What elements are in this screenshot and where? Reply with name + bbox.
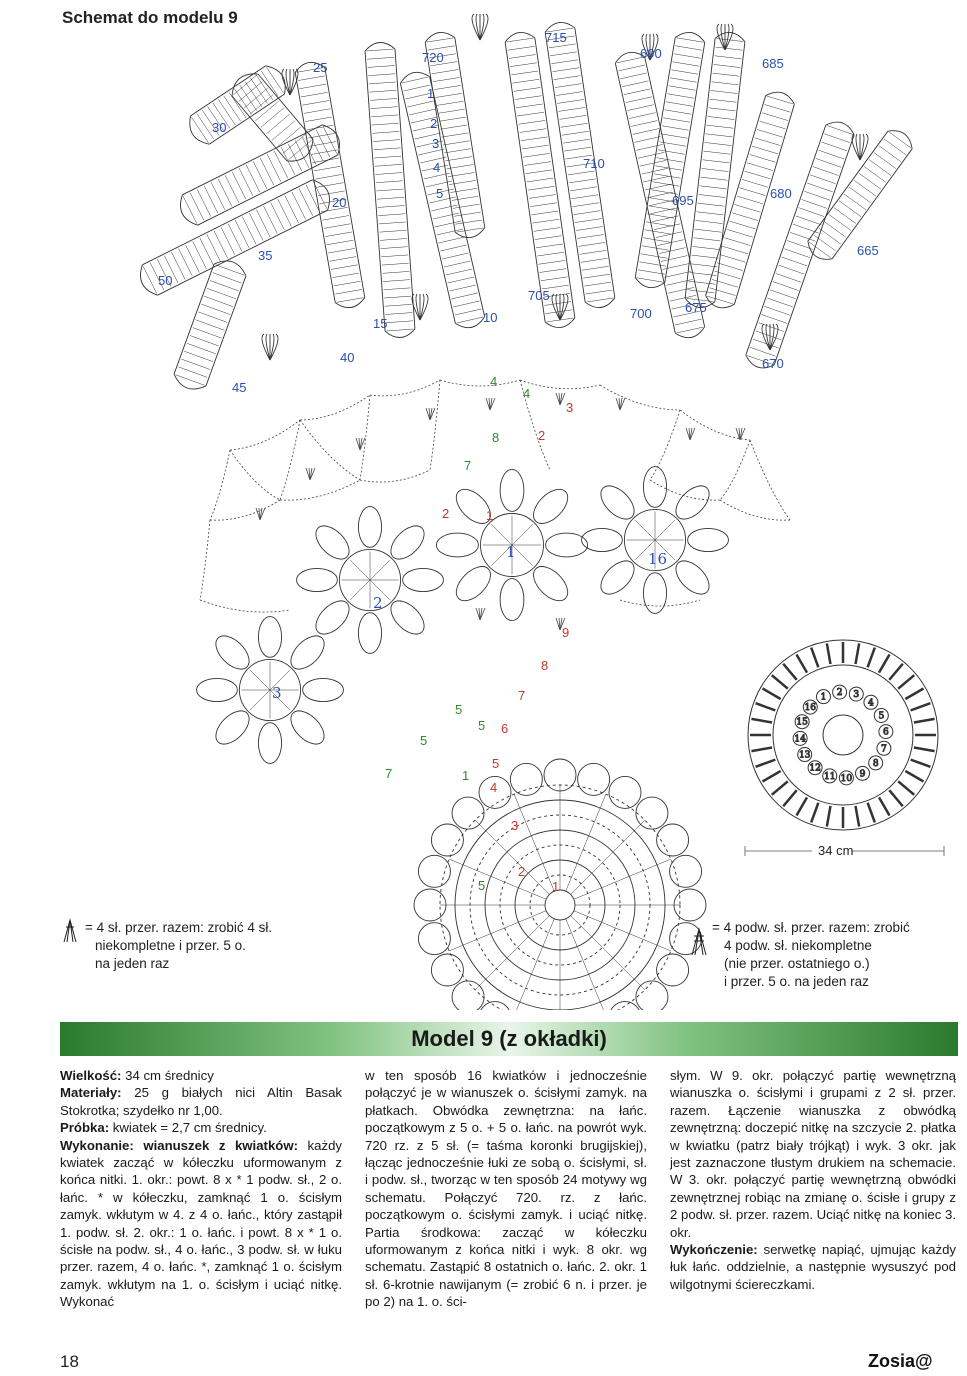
row-number-label: 20 bbox=[332, 195, 347, 210]
mini-tick bbox=[783, 790, 796, 806]
mini-tick bbox=[898, 675, 914, 688]
chain-arc bbox=[360, 470, 430, 482]
center-scallop bbox=[609, 776, 641, 808]
chain-arc bbox=[360, 395, 370, 480]
center-round-label: 9 bbox=[562, 625, 570, 640]
label-sample: Próbka: bbox=[60, 1120, 110, 1136]
round-number-label: 7 bbox=[385, 766, 393, 781]
legend-right-line-3: (nie przer. ostatniego o.) bbox=[724, 956, 870, 971]
center-ring bbox=[545, 890, 575, 920]
center-spoke bbox=[449, 859, 546, 899]
lace-strip bbox=[635, 32, 705, 287]
mini-tick bbox=[868, 648, 875, 668]
chain-arc bbox=[370, 380, 440, 396]
center-round-label: 6 bbox=[501, 721, 509, 736]
mini-number: 7 bbox=[881, 744, 887, 755]
banner-title: Model 9 (z okładki) bbox=[411, 1026, 607, 1051]
mini-center bbox=[823, 715, 863, 755]
flower-motif bbox=[297, 507, 444, 654]
center-round-label: 4 bbox=[490, 780, 498, 795]
para-materials bbox=[60, 1084, 342, 1119]
chain-arc bbox=[200, 600, 290, 612]
mini-tick bbox=[905, 689, 923, 700]
round-number-label: 4 bbox=[490, 374, 498, 389]
center-spoke bbox=[449, 911, 546, 951]
chain-arc bbox=[650, 410, 680, 480]
row-number-label: 670 bbox=[762, 356, 784, 371]
mini-number: 4 bbox=[868, 698, 874, 709]
legend-right-line-1: = 4 podw. sł. przer. razem: zrobić bbox=[712, 920, 910, 935]
row-number-label: 705 bbox=[528, 288, 550, 303]
center-spoke bbox=[475, 916, 549, 990]
mini-tick bbox=[914, 748, 935, 752]
lace-strip bbox=[505, 32, 575, 327]
center-scallop bbox=[636, 981, 668, 1010]
para-sample bbox=[60, 1119, 342, 1136]
mini-tick bbox=[856, 643, 860, 664]
para-execution bbox=[60, 1137, 342, 1311]
chain-arc bbox=[280, 480, 360, 500]
center-round-label: 3 bbox=[511, 818, 519, 833]
row-number-label: 665 bbox=[857, 243, 879, 258]
row-number-label: 4 bbox=[433, 160, 441, 175]
page-number: 18 bbox=[60, 1352, 79, 1371]
row-number-label: 700 bbox=[630, 306, 652, 321]
legend-left-line-3: na jeden raz bbox=[95, 956, 170, 971]
text-sample: kwiatek = 2,7 cm średnicy. bbox=[109, 1120, 267, 1136]
row-number-label: 715 bbox=[545, 30, 567, 45]
legend-left bbox=[85, 919, 345, 979]
text-size: 34 cm średnicy bbox=[121, 1068, 214, 1083]
legend-left-line-2: niekompletne i przer. 5 o. bbox=[95, 938, 246, 953]
row-number-label: 680 bbox=[770, 186, 792, 201]
center-scallop bbox=[452, 981, 484, 1010]
legend-right-line-2: 4 podw. sł. niekompletne bbox=[724, 938, 872, 953]
mini-tick bbox=[772, 781, 788, 794]
mini-tick bbox=[772, 675, 788, 688]
mini-tick bbox=[856, 806, 860, 827]
center-round-label: 2 bbox=[518, 864, 526, 879]
mini-tick bbox=[762, 689, 780, 700]
diagram-title: Schemat do modelu 9 bbox=[62, 8, 238, 27]
para-size bbox=[60, 1067, 342, 1084]
mini-number: 12 bbox=[809, 763, 821, 774]
mini-tick bbox=[889, 664, 902, 680]
row-number-label: 675 bbox=[685, 300, 707, 315]
mini-number: 11 bbox=[823, 771, 836, 782]
mini-number: 5 bbox=[878, 711, 885, 722]
mini-number: 10 bbox=[840, 773, 853, 784]
mini-tick bbox=[751, 748, 772, 752]
center-scallop bbox=[510, 763, 542, 795]
chain-arc bbox=[650, 480, 720, 500]
mini-tick bbox=[879, 654, 890, 672]
round-number-label: 5 bbox=[478, 718, 486, 733]
mini-tick bbox=[756, 703, 776, 710]
label-materials: Materiały: bbox=[60, 1085, 122, 1101]
chain-arc bbox=[520, 380, 600, 389]
lace-strip bbox=[190, 66, 285, 144]
row-number-label: 40 bbox=[340, 350, 355, 365]
mini-number: 13 bbox=[798, 750, 811, 761]
chain-arc bbox=[200, 520, 210, 600]
mini-number: 1 bbox=[820, 692, 827, 703]
article-column-1 bbox=[60, 1067, 342, 1311]
round-number-label: 7 bbox=[464, 458, 472, 473]
row-number-label: 695 bbox=[672, 193, 694, 208]
mini-tick bbox=[756, 760, 776, 767]
center-round-label: 2 bbox=[442, 506, 450, 521]
row-number-label: 25 bbox=[313, 60, 328, 75]
round-number-label: 1 bbox=[462, 768, 470, 783]
mini-tick bbox=[751, 719, 772, 723]
mini-tick bbox=[811, 648, 818, 668]
row-number-label: 720 bbox=[422, 50, 444, 65]
mini-outer-ring bbox=[748, 640, 938, 830]
row-number-label: 50 bbox=[158, 273, 173, 288]
center-round-label: 8 bbox=[541, 658, 549, 673]
chain-arc bbox=[230, 420, 300, 450]
legend-right bbox=[712, 919, 952, 999]
row-number-label: 5 bbox=[436, 186, 444, 201]
center-scallop bbox=[418, 923, 450, 955]
chain-arc bbox=[230, 450, 280, 500]
row-number-label: 45 bbox=[232, 380, 247, 395]
mini-number: 14 bbox=[794, 734, 806, 745]
center-scallop bbox=[479, 1002, 511, 1010]
chain-arc bbox=[440, 380, 520, 386]
row-number-label: 690 bbox=[640, 46, 662, 61]
article-column-3 bbox=[670, 1067, 956, 1293]
mini-tick bbox=[797, 654, 808, 672]
mini-tick bbox=[911, 760, 931, 767]
center-scallop bbox=[578, 763, 610, 795]
round-number-label: 5 bbox=[420, 733, 428, 748]
row-number-label: 710 bbox=[583, 156, 605, 171]
chain-arc bbox=[600, 385, 680, 410]
label-finishing: Wykończenie: bbox=[670, 1242, 758, 1258]
lace-strip bbox=[365, 42, 415, 337]
mini-tick bbox=[762, 771, 780, 782]
model-banner bbox=[60, 1022, 958, 1056]
center-round-label: 1 bbox=[486, 508, 494, 523]
dimension-label: 34 cm bbox=[818, 843, 854, 858]
para-col3a: słym. W 9. okr. połączyć partię wewnętrzną wianuszka o. ścisłymi i grupami z 2 sł. przer. razem. Łączenie wianuszka z obwódką zewnętrzną: doczepić nitkę na szczycie 2. płatka w kwiatku (patrz biały trójkąt) i wyk. 3 okr. jak jest zaznaczone tłustym drukiem na schemacie. W 3. okr. połączyć partię wewnętrzną obwódki zewnętrznej robiąc na zmianę o. ścisłe i grupy z 2 podw. sł. przer. razem. Uciąć nitkę na koniec 3. okr. bbox=[670, 1068, 956, 1240]
mini-number: 2 bbox=[836, 688, 843, 699]
lace-strip bbox=[174, 261, 246, 389]
center-scallop bbox=[636, 797, 668, 829]
para-col2: w ten sposób 16 kwiatków i jednocześnie połączyć je w wianuszek o. ścisłymi zamyk. na płatkach. Obwódka zewnętrzna: na łańc. początkowym z 5 o. + 5 o. łańc. na powrót wyk. 720 rz. z 5 sł. (= taśma koronki brugijskiej), łącząc jednocześnie łuki ze sobą o. ścisłymi, sł. i podw. sł., tworząc w ten sposób 24 motywy wg schematu. Połączyć 720. rz. z łańc. początkowym o. ścisłymi zamyk. i uciąć nitkę. Partia środkowa: zacząć w kółeczku uformowanym z końca nitki i wyk. 8 okr. wg schematu. Zastąpić 8 ostatnich o. łańc. 2. okr. 1 sł. 6-krotnie nawijanym (= zrobić 6 n. i przer. je po 2) na 1. o. ści- bbox=[365, 1068, 647, 1310]
center-spoke bbox=[574, 911, 671, 951]
chain-arc bbox=[430, 380, 440, 470]
mini-tick bbox=[911, 703, 931, 710]
mini-number: 6 bbox=[883, 727, 889, 738]
text-materials: 25 g białych nici Altin Basak Stokrotka; szydełko nr 1,00. bbox=[60, 1085, 342, 1118]
mini-tick bbox=[827, 643, 831, 664]
row-number-label: 35 bbox=[258, 248, 273, 263]
chain-arc bbox=[210, 450, 230, 520]
flower-motif bbox=[582, 467, 729, 614]
chain-arc bbox=[750, 440, 790, 520]
flower-number: 16 bbox=[648, 550, 668, 568]
mini-number: 3 bbox=[853, 690, 860, 701]
round-number-label: 5 bbox=[478, 878, 486, 893]
mini-tick bbox=[879, 797, 890, 815]
row-number-label: 2 bbox=[430, 116, 438, 131]
flower-number: 3 bbox=[272, 684, 282, 702]
para-finishing bbox=[670, 1241, 956, 1293]
center-round-label: 3 bbox=[566, 400, 574, 415]
mini-tick bbox=[905, 771, 923, 782]
center-scallop bbox=[609, 1002, 641, 1010]
row-number-label: 30 bbox=[212, 120, 227, 135]
legend-left-line-1: = 4 sł. przer. razem: zrobić 4 sł. bbox=[85, 920, 273, 935]
row-number-label: 10 bbox=[483, 310, 498, 325]
label-execution: Wykonanie: wianuszek z kwiatków: bbox=[60, 1137, 298, 1153]
mini-tick bbox=[898, 781, 914, 794]
mini-tick bbox=[868, 803, 875, 823]
text-finishing: serwetkę napiąć, ujmując każdy łuk łańc. oddzielnie, a następnie wysuszyć pod wilgotnymi ściereczkami. bbox=[670, 1242, 956, 1292]
flower-number: 2 bbox=[373, 594, 383, 612]
legend-symbol-right bbox=[692, 929, 706, 955]
mini-number: 16 bbox=[804, 703, 817, 714]
mini-number: 8 bbox=[872, 758, 879, 769]
mini-tick bbox=[797, 797, 808, 815]
center-round-label: 5 bbox=[492, 756, 500, 771]
lace-strip bbox=[180, 125, 339, 225]
chain-arc bbox=[210, 500, 280, 520]
lace-strip bbox=[295, 62, 365, 307]
mini-number: 9 bbox=[859, 769, 866, 780]
signature: Zosia@ bbox=[868, 1351, 933, 1371]
center-spoke bbox=[571, 916, 645, 990]
chain-arc bbox=[620, 600, 700, 606]
mini-tick bbox=[889, 790, 902, 806]
round-number-label: 5 bbox=[455, 702, 463, 717]
mini-tick bbox=[827, 806, 831, 827]
center-round-label: 7 bbox=[518, 688, 526, 703]
center-spoke bbox=[574, 859, 671, 899]
mini-tick bbox=[783, 664, 796, 680]
row-number-label: 3 bbox=[432, 136, 440, 151]
flower-motif bbox=[197, 617, 344, 764]
center-scallop bbox=[418, 855, 450, 887]
row-number-label: 15 bbox=[373, 316, 388, 331]
legend-right-line-4: i przer. 5 o. na jeden raz bbox=[724, 974, 869, 989]
center-spoke bbox=[514, 919, 554, 1010]
chain-arc bbox=[300, 395, 370, 420]
mini-number: 15 bbox=[796, 717, 808, 728]
text-execution: każdy kwiatek zacząć w kółeczku uformowanym z końca nitki. 1. okr.: powt. 8 x * 1 podw. sł., 2 o. łańc. * w kółeczku, zamknąć 1 o. ścisłym zamyk. wkłutym w 4. z 4 o. łańc., który zastąpił 1. podw. sł. 2. okr.: 1 o. łańc. i powt. 8 x * 1 o. ścisłe na podw. sł., 4 o. łańc., 3 podw. sł. w łuku przer. razem, 4 o. łańc. *, zamknąć 1 o. ścisłym zamyk. wkłutym na 1. o. ścisłym i uciąć nitkę. Wykonać bbox=[60, 1137, 342, 1310]
center-scallop bbox=[452, 797, 484, 829]
center-spoke bbox=[571, 820, 645, 894]
center-spoke bbox=[566, 919, 606, 1010]
flower-number: 1 bbox=[506, 543, 516, 561]
mini-tick bbox=[914, 719, 935, 723]
label-size: Wielkość: bbox=[60, 1068, 122, 1083]
round-number-label: 8 bbox=[492, 430, 500, 445]
center-round-label: 1 bbox=[552, 879, 560, 894]
center-spoke bbox=[566, 794, 606, 891]
mini-tick bbox=[811, 803, 818, 823]
chain-arc bbox=[720, 440, 750, 500]
center-scallop bbox=[670, 855, 702, 887]
row-number-label: 1 bbox=[427, 86, 435, 101]
round-number-label: 4 bbox=[523, 386, 531, 401]
lace-strip bbox=[232, 74, 313, 161]
row-number-label: 685 bbox=[762, 56, 784, 71]
center-round-label: 2 bbox=[538, 428, 546, 443]
article-column-2 bbox=[365, 1067, 647, 1311]
legend-symbol-left bbox=[64, 920, 76, 942]
